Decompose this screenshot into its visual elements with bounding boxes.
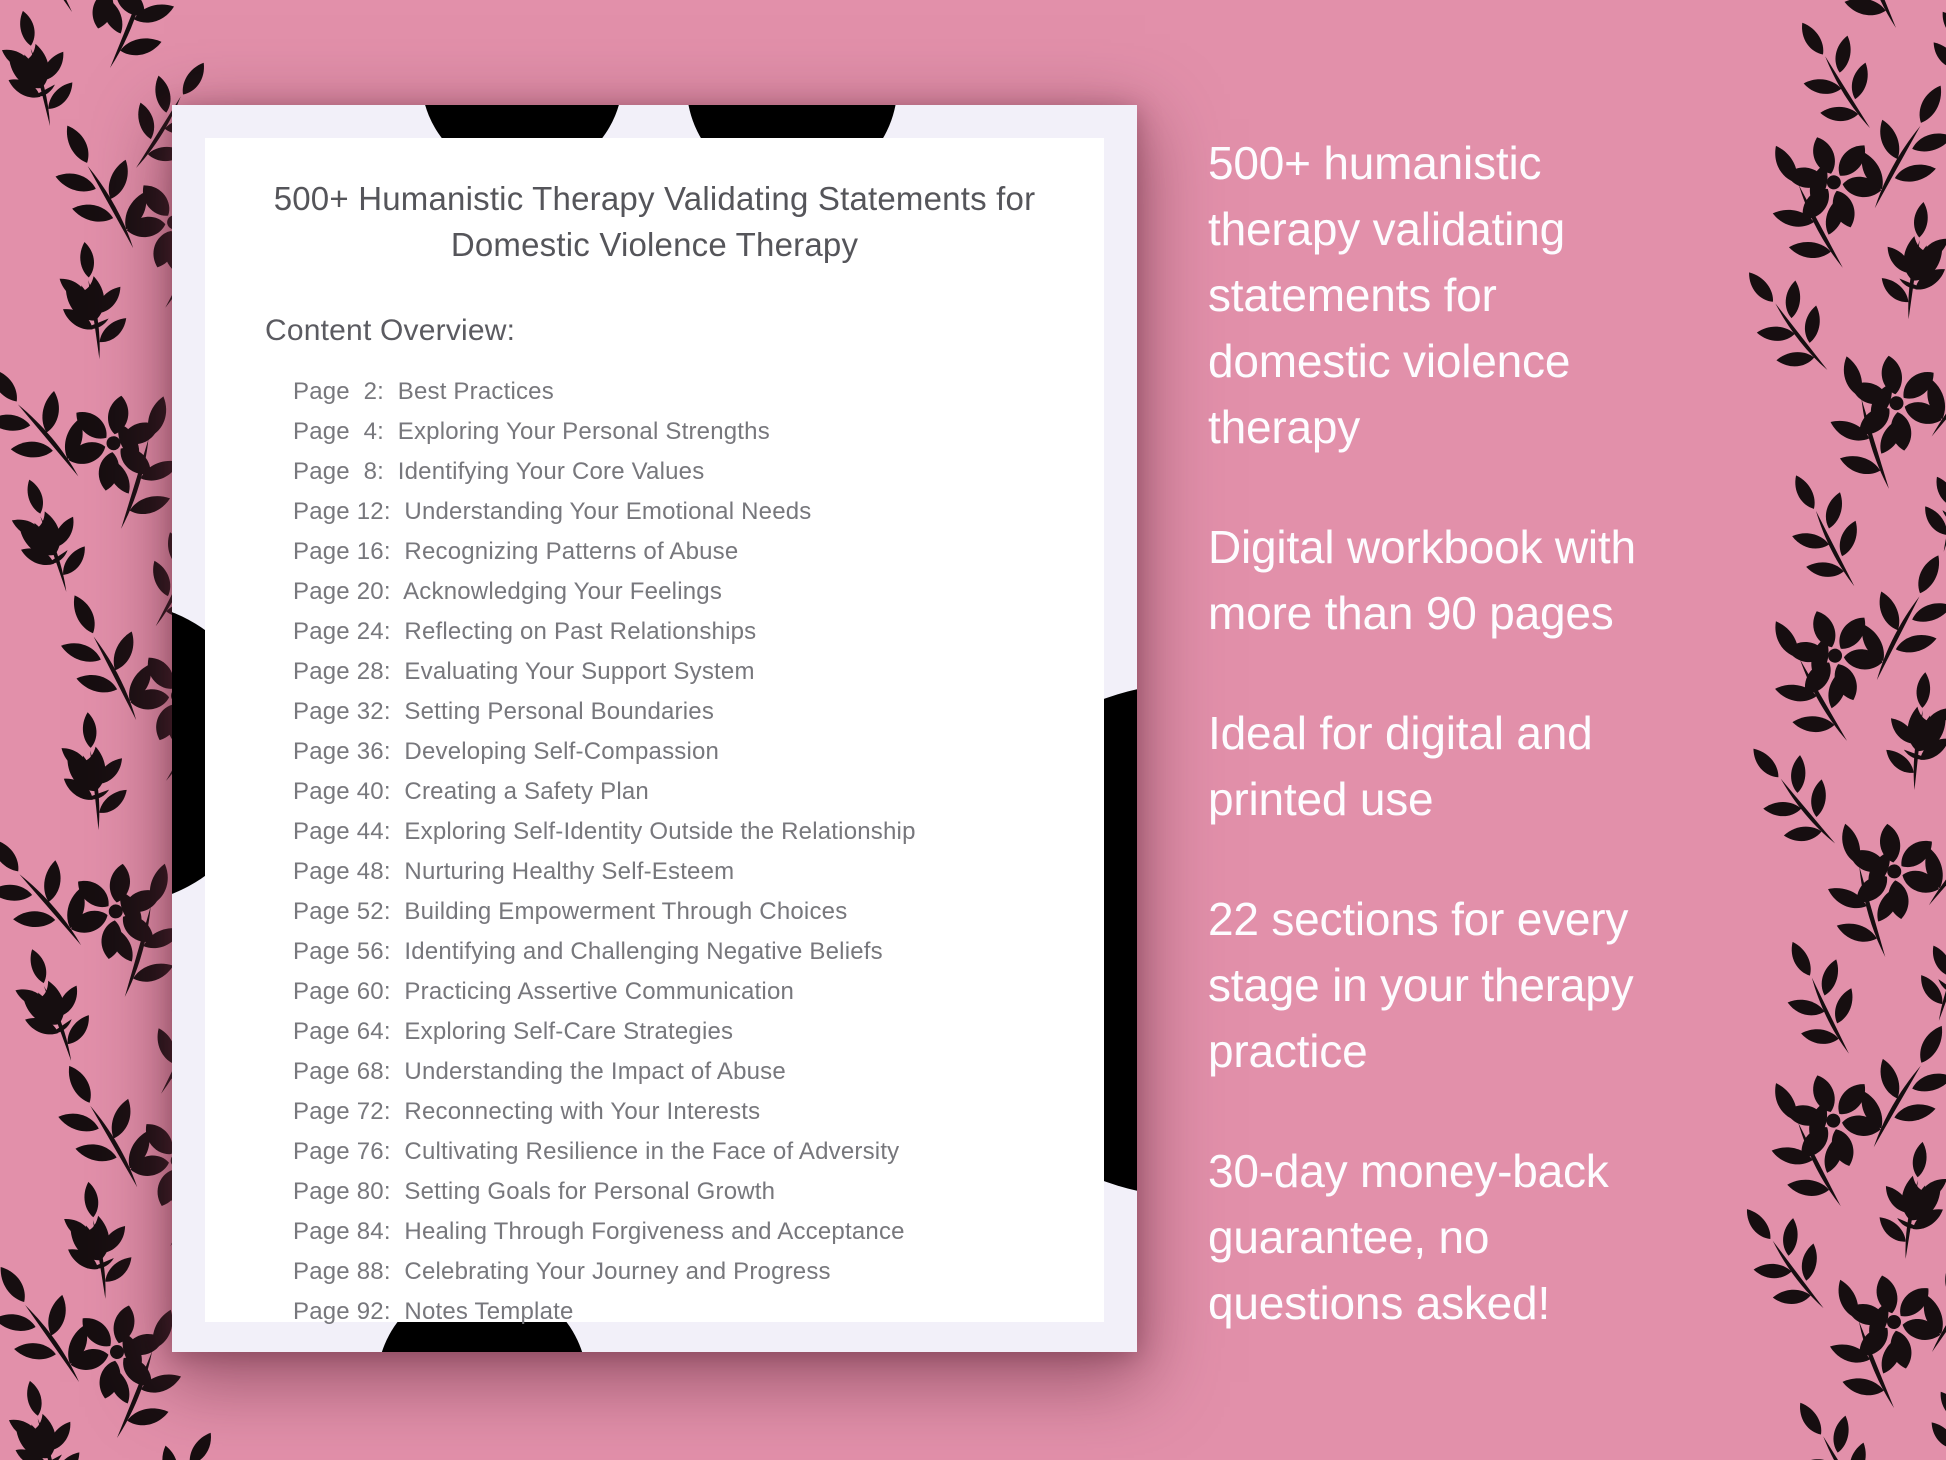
toc-item: Page 32: Setting Personal Boundaries <box>293 698 715 726</box>
toc-item: Page 24: Reflecting on Past Relationships <box>293 618 757 646</box>
toc-item: Page 20: Acknowledging Your Feelings <box>293 578 723 606</box>
benefit-line: therapy validating <box>1208 203 1565 255</box>
toc-item: Page 64: Exploring Self-Care Strategies <box>293 1018 734 1046</box>
toc-item: Page 80: Setting Goals for Personal Growth <box>293 1178 776 1206</box>
benefit-paragraph <box>1208 514 1848 646</box>
benefit-line: Ideal for digital and <box>1208 707 1593 759</box>
content-overview-heading: Content Overview: <box>265 314 516 348</box>
benefit-line: statements for <box>1208 269 1497 321</box>
benefit-paragraph <box>1208 886 1848 1084</box>
toc-item: Page 60: Practicing Assertive Communication <box>293 978 795 1006</box>
benefit-line: therapy <box>1208 401 1361 453</box>
toc-item: Page 88: Celebrating Your Journey and Progress <box>293 1258 831 1286</box>
workbook-card <box>172 105 1137 1352</box>
benefit-line: Digital workbook with <box>1208 521 1636 573</box>
document-title: 500+ Humanistic Therapy Validating Statements for Domestic Violence Therapy <box>273 180 1036 264</box>
benefit-paragraph <box>1208 700 1848 832</box>
toc-item: Page 36: Developing Self-Compassion <box>293 738 720 766</box>
toc-item: Page 48: Nurturing Healthy Self-Esteem <box>293 858 735 886</box>
benefit-paragraph <box>1208 1138 1848 1336</box>
benefit-paragraph <box>1208 130 1848 460</box>
toc-item: Page 2: Best Practices <box>293 378 554 406</box>
toc-item: Page 92: Notes Template <box>293 1298 574 1326</box>
toc-item: Page 52: Building Empowerment Through Choices <box>293 898 848 926</box>
toc-item: Page 40: Creating a Safety Plan <box>293 778 649 806</box>
benefit-line: printed use <box>1208 773 1434 825</box>
benefit-line: 30-day money-back <box>1208 1145 1609 1197</box>
workbook-page <box>205 138 1104 1326</box>
benefit-line: more than 90 pages <box>1208 587 1614 639</box>
benefit-line: questions asked! <box>1208 1277 1551 1329</box>
toc-item: Page 72: Reconnecting with Your Interests <box>293 1098 761 1126</box>
benefit-line: guarantee, no <box>1208 1211 1490 1263</box>
toc-item: Page 4: Exploring Your Personal Strengths <box>293 418 770 446</box>
toc-item: Page 16: Recognizing Patterns of Abuse <box>293 538 739 566</box>
toc-item: Page 84: Healing Through Forgiveness and Acceptance <box>293 1218 905 1246</box>
toc-list <box>265 372 1044 1332</box>
benefit-line: domestic violence <box>1208 335 1571 387</box>
benefit-line: 500+ humanistic <box>1208 137 1542 189</box>
toc-item: Page 12: Understanding Your Emotional Needs <box>293 498 812 526</box>
toc-item: Page 8: Identifying Your Core Values <box>293 458 705 486</box>
benefit-line: 22 sections for every <box>1208 893 1629 945</box>
benefit-line: stage in your therapy <box>1208 959 1634 1011</box>
benefits-column <box>1208 130 1848 1390</box>
toc-item: Page 28: Evaluating Your Support System <box>293 658 755 686</box>
benefit-line: practice <box>1208 1025 1368 1077</box>
toc-item: Page 68: Understanding the Impact of Abuse <box>293 1058 786 1086</box>
toc-item: Page 44: Exploring Self-Identity Outside the Relationship <box>293 818 916 846</box>
toc-item: Page 76: Cultivating Resilience in the Face of Adversity <box>293 1138 900 1166</box>
toc-item: Page 56: Identifying and Challenging Negative Beliefs <box>293 938 883 966</box>
